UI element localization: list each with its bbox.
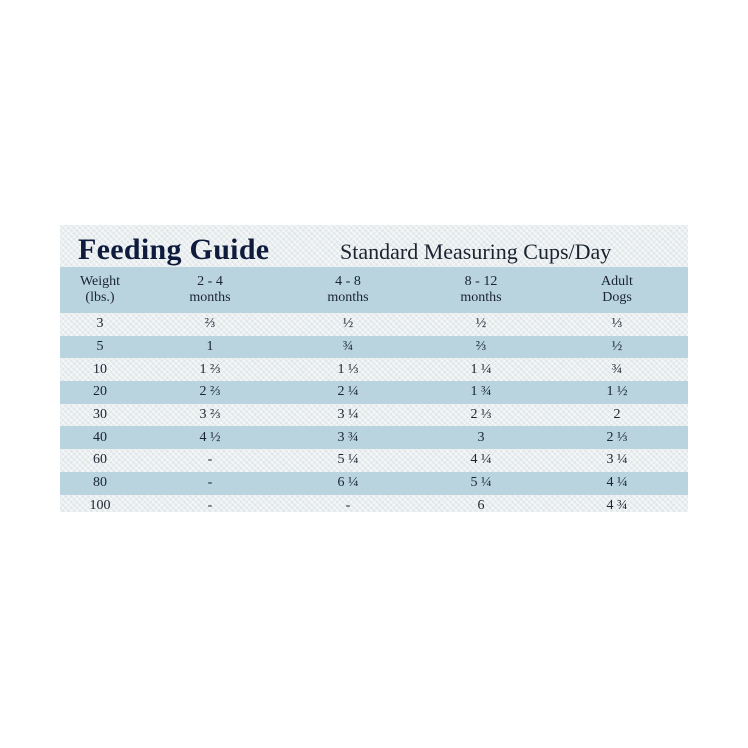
feeding-guide-title: Feeding Guide [78,233,270,266]
cell-adult: ¾ [611,361,623,377]
cell-adult: 1 ½ [606,384,628,400]
cell-8-12: 4 ¼ [470,452,492,468]
cell-8-12: ½ [475,316,487,332]
cell-2-4: 3 ⅔ [199,407,221,423]
cell-weight: 5 [96,339,104,355]
table-row [60,449,688,472]
cell-2-4: 2 ⅔ [199,384,221,400]
cell-8-12: 1 ¾ [470,384,492,400]
cell-4-8: 5 ¼ [337,452,359,468]
cell-4-8: 6 ¼ [337,475,359,491]
cell-weight: 3 [96,316,104,332]
header-8-12-months: 8 - 12 months [460,274,502,305]
table-row [60,381,688,404]
feeding-guide-card [60,225,688,512]
table-row [60,495,688,518]
cell-weight: 40 [93,429,107,445]
cell-4-8: ½ [342,316,354,332]
cell-2-4: ⅔ [204,316,216,332]
table-row [60,404,688,427]
cell-weight: 60 [93,452,107,468]
feeding-table [60,267,688,517]
header-2-4-months: 2 - 4 months [189,274,231,305]
cell-4-8: ¾ [342,339,354,355]
cell-4-8: 3 ¼ [337,407,359,423]
cell-adult: 2 [613,407,621,423]
cell-adult: ½ [611,339,623,355]
cell-weight: 100 [89,497,111,513]
cell-2-4: 1 [206,339,214,355]
measuring-cups-subtitle: Standard Measuring Cups/Day [340,239,612,264]
table-row [60,358,688,381]
cell-4-8: 3 ¾ [337,429,359,445]
cell-8-12: ⅔ [475,339,487,355]
cell-4-8: 2 ¼ [337,384,359,400]
cell-adult: 4 ¾ [606,497,628,513]
cell-8-12: 6 [477,497,485,513]
cell-2-4: 4 ½ [199,429,221,445]
table-row [60,336,688,359]
cell-adult: 3 ¼ [606,452,628,468]
header-row [60,267,688,313]
cell-adult: ⅓ [611,316,623,332]
table-row [60,426,688,449]
cell-2-4: 1 ⅔ [199,361,221,377]
cell-weight: 80 [93,475,107,491]
cell-adult: 2 ⅓ [606,429,628,445]
cell-4-8: - [345,497,351,513]
table-row [60,313,688,336]
cell-8-12: 5 ¼ [470,475,492,491]
cell-adult: 4 ¼ [606,475,628,491]
table-row [60,472,688,495]
cell-4-8: 1 ⅓ [337,361,359,377]
cell-8-12: 2 ⅓ [470,407,492,423]
header-adult-dogs: Adult Dogs [601,274,633,305]
cell-2-4: - [207,475,213,491]
cell-weight: 20 [93,384,107,400]
cell-2-4: - [207,452,213,468]
header-weight: Weight (lbs.) [79,274,121,305]
cell-8-12: 3 [477,429,485,445]
cell-2-4: - [207,497,213,513]
cell-weight: 30 [93,407,107,423]
cell-8-12: 1 ¼ [470,361,492,377]
header-4-8-months: 4 - 8 months [327,274,369,305]
cell-weight: 10 [93,361,107,377]
